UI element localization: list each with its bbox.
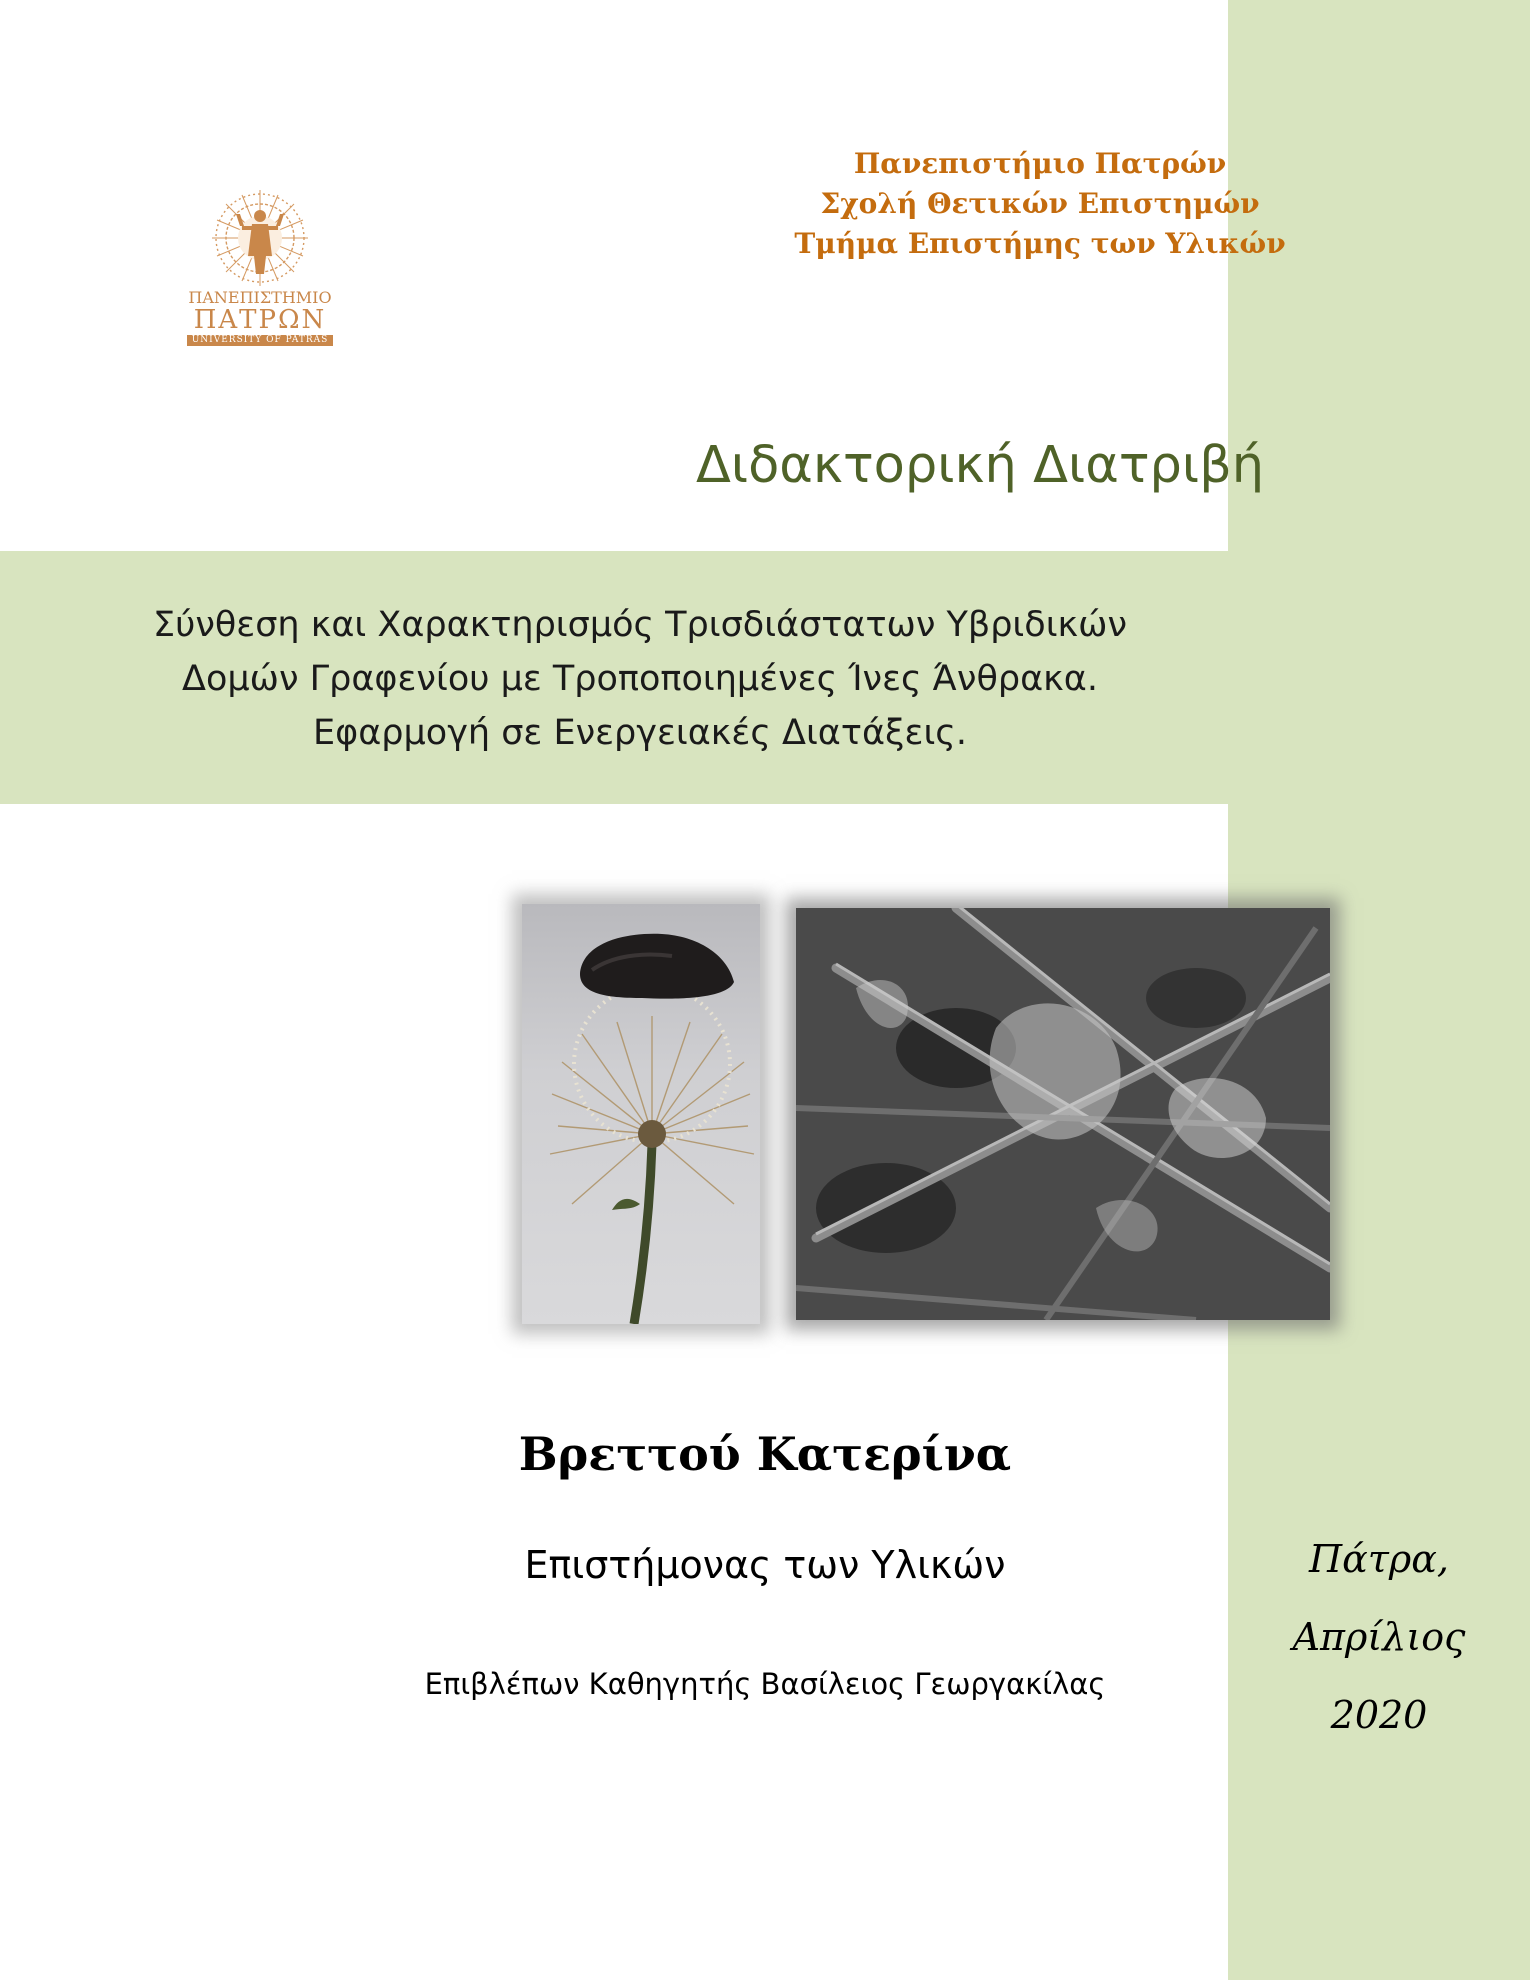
dandelion-aerogel-photo (522, 904, 760, 1324)
dandelion-icon (522, 904, 760, 1324)
sem-micrograph (796, 908, 1330, 1320)
logo-line-3: UNIVERSITY OF PATRAS (187, 335, 333, 346)
logo-line-2: ΠΑΤΡΩΝ (193, 305, 327, 335)
department-name: Τμήμα Επιστήμης των Υλικών (794, 227, 1286, 260)
author-name: Βρεττού Κατερίνα (518, 1427, 1012, 1481)
author-degree: Επιστήμονας των Υλικών (524, 1543, 1006, 1587)
thesis-title (30, 598, 1250, 760)
university-logo-text (184, 290, 336, 346)
university-name: Πανεπιστήμιο Πατρών (853, 147, 1227, 180)
month: Απρίλιος (1292, 1615, 1466, 1659)
supervisor: Επιβλέπων Καθηγητής Βασίλειος Γεωργακίλας (424, 1667, 1106, 1701)
carbon-fibers-icon (796, 908, 1330, 1320)
document-type: Διδακτορική Διατριβή (695, 436, 1265, 495)
place-date (1228, 1520, 1530, 1754)
logo-line-1: ΠΑΝΕΠΙΣΤΗΜΙΟ (188, 288, 332, 307)
institution-header (740, 144, 1340, 264)
place: Πάτρα, (1309, 1537, 1449, 1581)
thesis-title-line-1: Σύνθεση και Χαρακτηρισμός Τρισδιάστατων Υβριδικών (152, 605, 1128, 645)
thesis-title-line-2: Δομών Γραφενίου με Τροποποιημένες Ίνες Άνθρακα. (182, 659, 1098, 699)
school-name: Σχολή Θετικών Επιστημών (820, 187, 1260, 220)
year: 2020 (1330, 1693, 1428, 1737)
university-seal-icon (180, 186, 340, 296)
thesis-title-line-3: Εφαρμογή σε Ενεργειακές Διατάξεις. (313, 713, 967, 753)
